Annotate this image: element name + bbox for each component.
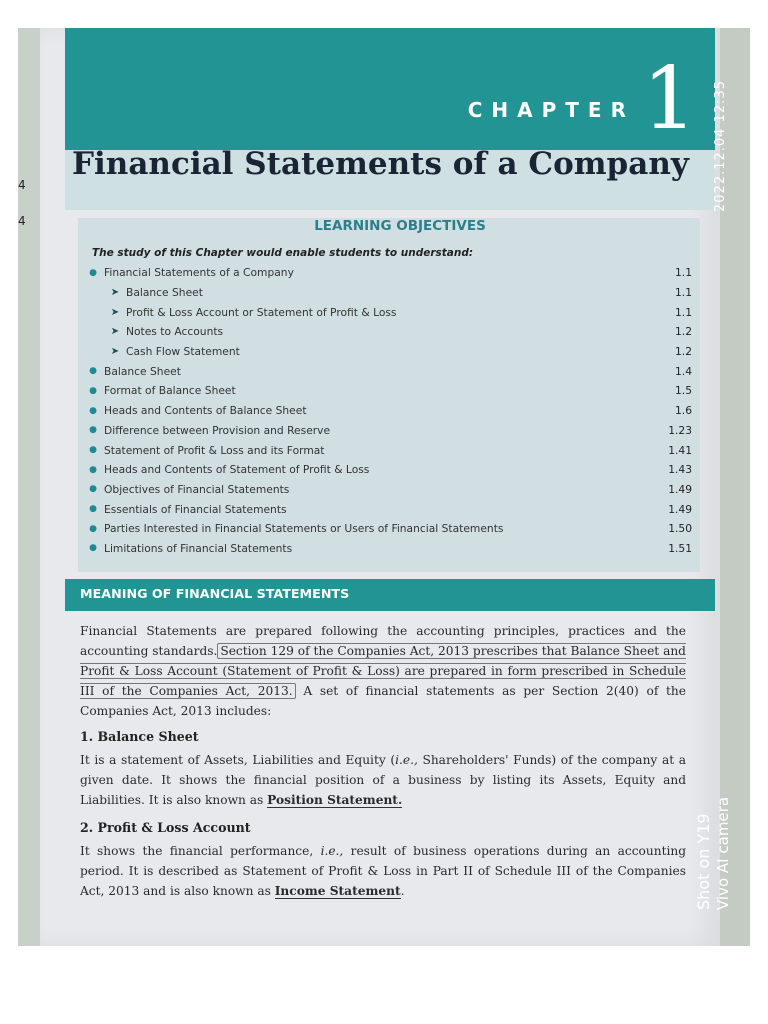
chapter-header-band [65, 28, 715, 150]
paragraph-text: i.e., [395, 753, 418, 767]
objective-text: Objectives of Financial Statements [104, 482, 290, 496]
objective-page: 1.6 [675, 404, 692, 418]
arrow-bullet-icon: ➤ [110, 346, 120, 358]
income-statement-term: Income Statement [274, 884, 401, 898]
balance-sheet-paragraph [80, 750, 686, 810]
edge-marks [18, 178, 26, 228]
bullet-icon: ● [89, 366, 97, 377]
bullet-icon: ● [89, 543, 97, 554]
meaning-paragraph [80, 621, 686, 721]
objective-text: Financial Statements of a Company [104, 266, 294, 280]
objective-page: 1.1 [675, 286, 692, 300]
edge-mark: 4 [18, 178, 26, 192]
bullet-icon: ● [89, 464, 97, 475]
photo-device-stamp: Shot on Y19 [694, 813, 713, 910]
objective-item [86, 283, 706, 303]
position-statement-term: Position Statement. [267, 793, 403, 807]
edge-mark: 4 [18, 214, 26, 228]
objective-item [86, 519, 706, 539]
learning-objectives-intro: The study of this Chapter would enable students to understand: [92, 247, 474, 259]
paragraph-text: Shareholders' Funds) of the company at a given date. It shows the financial position of a business by listing its Assets, Equity and Liabilities. It is also known as [80, 753, 686, 807]
bullet-icon: ● [89, 425, 97, 436]
boxed-statement: Section 129 of the Companies Act, 2013 prescribes that Balance Sheet and Profit & Loss Account (Statement of Profit & Loss) are prepared in form prescribed in Schedule III of the Companies Act, 2013. [80, 644, 686, 698]
objective-text: Heads and Contents of Balance Sheet [104, 404, 307, 418]
objective-item [86, 460, 706, 480]
paragraph-text: It shows the financial performance, [80, 844, 321, 858]
chapter-number: 1 [642, 49, 697, 149]
photo-datetime-stamp: 2022.12.04 12:35 [713, 79, 728, 212]
balance-sheet-heading: 1. Balance Sheet [80, 729, 199, 744]
objective-page: 1.23 [668, 423, 692, 437]
objective-page: 1.4 [675, 364, 692, 378]
objective-page: 1.1 [675, 266, 692, 280]
bullet-icon: ● [89, 484, 97, 495]
bullet-icon: ● [89, 504, 97, 515]
objective-page: 1.41 [668, 443, 692, 457]
objective-page: 1.43 [668, 463, 692, 477]
objective-page: 1.51 [668, 541, 692, 555]
objective-text: Notes to Accounts [126, 325, 224, 339]
objective-text: Limitations of Financial Statements [104, 541, 293, 555]
chapter-title: Financial Statements of a Company [72, 146, 689, 182]
book-page [40, 28, 720, 946]
bullet-icon: ● [89, 523, 97, 534]
objective-item [86, 480, 706, 500]
paragraph-text: i.e., [320, 844, 344, 858]
objective-item [86, 381, 706, 401]
bullet-icon: ● [89, 405, 97, 416]
objective-item [86, 440, 706, 460]
objective-item [86, 421, 706, 441]
arrow-bullet-icon: ➤ [110, 287, 120, 299]
bullet-icon: ● [89, 445, 97, 456]
book-photo [18, 28, 750, 946]
objective-page: 1.49 [668, 482, 692, 496]
objective-page: 1.49 [668, 502, 692, 516]
objective-text: Statement of Profit & Loss and its Format [104, 443, 325, 457]
paragraph-text: A set of financial statements as per Section 2(40) of the Companies Act, 2013 includes: [80, 684, 686, 718]
objective-text: Balance Sheet [104, 364, 181, 378]
profit-loss-paragraph [80, 841, 686, 901]
paragraph-text: It is a statement of Assets, Liabilities and Equity ( [80, 753, 396, 767]
objective-item [86, 539, 706, 559]
chapter-label: CHAPTER [467, 98, 635, 122]
objective-item [86, 361, 706, 381]
objective-item [86, 401, 706, 421]
photo-camera-stamp: Vivo AI camera [714, 796, 732, 910]
objective-text: Difference between Provision and Reserve [104, 423, 331, 437]
arrow-bullet-icon: ➤ [110, 326, 120, 338]
objective-page: 1.1 [675, 305, 692, 319]
objective-page: 1.2 [675, 345, 692, 359]
objective-item [86, 342, 706, 362]
bullet-icon: ● [89, 267, 97, 278]
objective-text: Balance Sheet [126, 286, 203, 300]
objective-page: 1.5 [675, 384, 692, 398]
learning-objectives-heading: LEARNING OBJECTIVES [314, 218, 486, 234]
paragraph-text: Financial Statements are prepared following the accounting principles, practices and the accounting standards. [80, 624, 686, 658]
section-title: MEANING OF FINANCIAL STATEMENTS [80, 586, 350, 601]
learning-objectives-list [86, 263, 706, 558]
objective-item [86, 302, 706, 322]
objective-item [86, 499, 706, 519]
paragraph-text: . [400, 884, 405, 898]
objective-text: Profit & Loss Account or Statement of Profit & Loss [126, 305, 397, 319]
objective-text: Cash Flow Statement [126, 345, 240, 359]
bullet-icon: ● [89, 385, 97, 396]
objective-item [86, 263, 706, 283]
paragraph-text: result of business operations during an accounting period. It is described as Statement of Profit & Loss in Part II of Schedule III of the Companies Act, 2013 and is also known as [80, 844, 687, 898]
arrow-bullet-icon: ➤ [110, 306, 120, 318]
objective-text: Format of Balance Sheet [104, 384, 236, 398]
objective-text: Parties Interested in Financial Statements or Users of Financial Statements [104, 522, 504, 536]
objective-text: Essentials of Financial Statements [104, 502, 287, 516]
profit-loss-heading: 2. Profit & Loss Account [80, 820, 251, 835]
objective-item [86, 322, 706, 342]
objective-page: 1.2 [675, 325, 692, 339]
objective-text: Heads and Contents of Statement of Profit & Loss [104, 463, 370, 477]
objective-page: 1.50 [668, 522, 692, 536]
